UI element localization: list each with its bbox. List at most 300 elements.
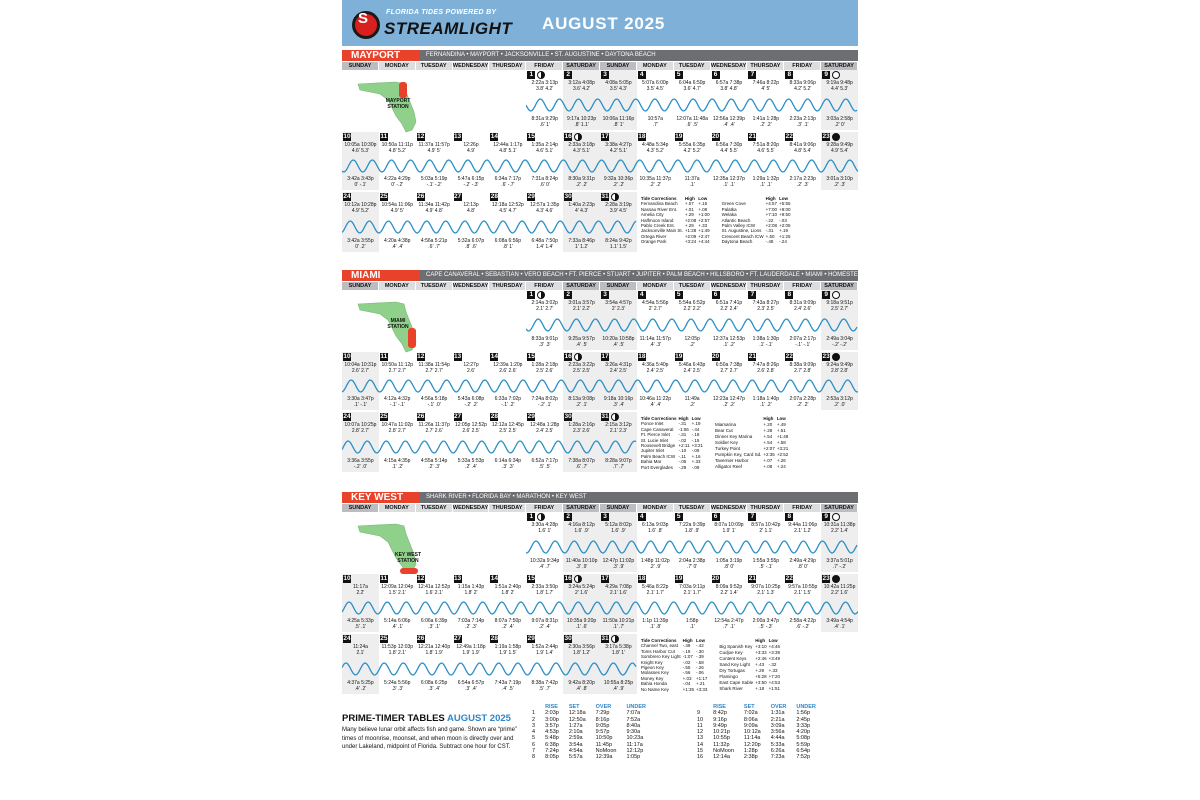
low-tide-heights: .3' .9' [612,563,625,570]
high-tide-heights: 3.6' 4.2' [572,85,591,92]
correction-row: Molasses Key -.56 -.06 [640,670,704,676]
low-tide-heights: .2' .4' [502,623,514,630]
correction-row: Soldier Key +.54 +.58 [714,440,786,446]
corrections-table: High Low Big Spanish Key +3:10 +4:46 Cudjoe Key +3:33 +3:39 Content Keys +2:46 +3:49 Sand Key Light +.43 -.32 Dry Tortugas +.29 +.33 Flamingo +5:28 +7:20 East Cape Sable +3:50 +4:53 Shark River +.18 +1:51 [719,638,780,692]
low-tide-times: 10:20a 10:58p [602,336,635,342]
day-header: THURSDAY [489,504,526,512]
day-cell [563,634,600,694]
day-number: 22 [785,353,793,360]
low-tide-times: 7:43a 7:19p [494,680,522,686]
day-header: TUESDAY [674,62,711,70]
day-cell [526,70,563,130]
day-number: 8 [785,71,793,79]
day-cell [489,574,526,632]
tide-corrections [641,416,790,470]
day-number: 11 [380,133,388,140]
day-cell [416,412,453,472]
day-number: 17 [601,353,609,360]
low-tide-heights: -.2' .1' [538,401,552,408]
low-tide-heights: .3' .4' [428,685,440,692]
corrections-table: High Low Green Cove +4:57 +5:55 Palatka +7:00 +8:00 Welaka +7:10 +9:50 Atlantic Beach -.22 -.03 Palm Valley ICW +2:08 +2:05 St. Augustine, Lions -.31 +.19 Crescent Beach ICW +.50 +1:25 Daytona Beach -.48 -.24 [721,196,791,245]
high-tide-times: 3:30a 4:28p [531,522,558,528]
correction-row: Bear Cut +.28 +.51 [714,428,786,434]
low-tide-times: 5:43a 6:08p [457,396,485,402]
day-number: 17 [601,575,609,582]
high-tide-heights: 1.8' 1.9' [425,649,443,656]
high-tide-times: 6:50a 7:38p [715,362,743,368]
low-tide-heights: .2' .2' [649,181,662,188]
low-tide-times: 1:29a 1:32p [752,176,780,182]
day-cell [747,70,784,130]
high-tide-times: 11:34a 11:42p [418,202,450,208]
low-tide-times: 2:17a 2:23p [789,176,816,182]
high-tide-times: 8:57a 10:42p [751,522,781,528]
low-tide-times: 8:24a 9:42p [605,238,632,244]
day-number: 5 [675,291,683,299]
moon-half-icon [574,353,582,361]
low-tide-times: 4:20a 4:38p [384,238,411,244]
high-tide-times: 4:29a 7:08p [605,584,632,590]
day-number: 11 [380,575,388,582]
high-tide-times: 5:46a 6:43p [678,362,706,368]
day-cell [416,574,453,632]
high-tide-heights: 4.9' 5.2' [351,207,370,214]
correction-row: Port Everglades -.29 -.09 [640,464,700,470]
high-tide-times: 2:28a 3:19p [605,202,632,208]
high-tide-times: 2:23a 3:22p [568,362,595,368]
day-header: TUESDAY [674,504,711,512]
day-cell [453,192,490,252]
high-tide-times: 1:15a 1:43p [457,584,485,590]
correction-row: Palm Valley ICW +2:08 +2:05 [721,223,791,229]
high-tide-heights: 3.8' 4.8' [720,85,738,92]
low-tide-heights: .8' .6' [465,243,477,250]
high-tide-times: 12:13p [463,202,479,208]
high-tide-times: 10:12a 10:28p [344,202,377,208]
correction-row: Sand Key Light +.43 -.32 [719,662,777,668]
low-tide-times: 10:35a 11:37p [639,176,672,182]
correction-row: Dinner Key Marina +.54 +1:48 [714,434,789,440]
low-tide-heights: 1' 1.2' [575,243,589,250]
low-tide-times: 1:55a 3:55p [752,558,780,564]
low-tide-heights: .8' 1' [502,243,513,250]
day-number: 23 [822,133,830,140]
day-header: SUNDAY [342,504,379,512]
day-number: 1 [527,513,535,521]
low-tide-heights: .2' .2' [723,401,735,408]
low-tide-heights: .4' .4' [723,121,735,128]
high-tide-times: 10:07a 10:25p [344,422,377,428]
day-number: 19 [675,133,683,140]
day-number: 16 [564,133,572,140]
high-tide-times: 11:37a 11:57p [418,142,450,148]
high-tide-times: 3:54a 4:57p [605,300,632,306]
low-tide-heights: .3' .4' [465,685,477,692]
day-number: 2 [564,513,572,521]
high-tide-heights: 1.8' 1.2' [572,649,591,656]
day-cell [563,412,600,472]
day-cell [453,574,490,632]
high-tide-heights: 2.1' 2.7' [536,305,554,312]
high-tide-times: 9:24a 9:49p [826,362,853,368]
low-tide-heights: .2' .2' [575,181,588,188]
day-number: 3 [601,513,609,521]
low-tide-heights: .6' 0' [539,181,550,188]
correction-row: Tavernier Harbor +.07 +.26 [714,458,786,464]
high-tide-times: 9:19a 9:48p [826,80,853,86]
low-tide-heights: .4' .2' [354,685,367,692]
day-cell [379,574,416,632]
day-number: 18 [638,575,646,582]
day-header: SUNDAY [600,504,637,512]
day-cell [711,290,748,350]
low-tide-times: 1:38a 1:30p [752,336,780,342]
day-number: 23 [822,575,830,582]
low-tide-times: 3:01a 3:10p [826,176,853,182]
day-number: 27 [453,193,462,200]
streamlight-logo: S FLORIDA TIDES POWERED BY STREAMLIGHT [352,8,502,40]
day-number: 4 [638,291,646,299]
high-tide-times: 3:24a 5:24p [568,584,595,590]
correction-row: St. Lucie Inlet -.02 -.15 [640,437,700,443]
high-tide-heights: 4.4' 5.5' [720,147,738,154]
high-tide-times: 6:51a 7:41p [715,300,743,306]
correction-row: Channel Two, east -.49 -.42 [640,643,704,649]
low-tide-heights: .1' .2' [723,341,735,348]
high-tide-heights: 4.2' 5.1' [609,147,628,154]
day-number: 19 [675,575,683,582]
low-tide-heights: 0' .2' [355,243,366,250]
high-tide-heights: 2.1' 2.2' [572,305,591,312]
day-header: WEDNESDAY [452,505,489,511]
low-tide-times: 7:24a 8:02p [531,396,558,402]
high-tide-times: 12:05p 12:52p [454,422,487,428]
day-number: 9 [822,71,830,79]
day-header: FRIDAY [526,504,563,512]
low-tide-heights: .6' 1' [539,121,550,128]
low-tide-heights: .7' .7' [612,463,625,470]
high-tide-times: 3:38a 4:27p [605,142,632,148]
day-cell [711,70,748,130]
day-cell [600,192,637,252]
day-number: 12 [417,575,425,582]
low-tide-heights: .2' .0' [833,401,846,408]
correction-row: Amelia City +.29 +1:00 [640,212,710,218]
low-tide-heights: .4' .5' [575,341,588,348]
high-tide-times: 12:21a 12:40p [418,644,451,650]
low-tide-heights: .2' .2' [760,121,772,128]
day-cell [637,70,674,130]
moon-new-icon [832,133,840,141]
low-tide-times: 9:25a 9:57p [568,336,595,342]
day-cell [563,352,600,410]
day-header: TUESDAY [416,504,453,512]
high-tide-heights: 2.6' 2.6' [499,367,517,374]
day-cell [379,412,416,472]
high-tide-times: 9:57a 10:55p [788,584,818,590]
moon-full-icon [832,71,840,79]
high-tide-times: 11:53p 12:03p [381,644,414,650]
low-tide-times: 9:42a 8:20p [568,680,595,686]
day-header: TUESDAY [416,62,453,70]
day-number: 2 [564,71,572,79]
high-tide-heights: 1.8' 1' [611,649,625,656]
day-number: 13 [453,353,462,360]
day-number: 20 [711,353,720,360]
day-cell [489,132,526,190]
high-tide-heights: 1.8' .9' [684,527,700,534]
high-tide-times: 11:38a 11:54p [418,362,450,368]
high-tide-heights: 1.6' .9' [574,527,589,534]
day-number: 25 [380,635,388,642]
day-number: 18 [638,133,646,140]
low-tide-heights: .3' .1' [796,121,809,128]
day-cell [489,192,526,252]
low-tide-times: 10:32a 9:34p [530,558,560,564]
day-cell [637,574,674,632]
low-tide-heights: .1' [689,181,695,188]
day-number: 6 [712,71,720,79]
low-tide-heights: .2' .4' [465,463,477,470]
high-tide-times: 7:43a 8:27p [752,300,780,306]
low-tide-heights: -.2' -.3' [463,181,479,188]
high-tide-heights: 4.9' 5.4' [830,147,849,154]
day-cell [526,290,563,350]
high-tide-heights: 2.4' 2.5' [683,367,701,374]
month-title: AUGUST 2025 [542,14,666,33]
day-header: MONDAY [637,62,674,70]
day-cell [563,132,600,190]
correction-row: Cape Canaveral -1:06 -.44 [640,426,700,432]
correction-row: East Cape Sable +3:50 +4:53 [719,680,780,686]
low-tide-heights: .6' -.7' [501,181,515,188]
prime-timer-row: 6 6:38p 3:54a 11:45p 11:17a [532,741,643,748]
moon-half-icon [537,291,545,299]
day-header: MONDAY [637,504,674,512]
correction-row: Atlantic Beach -.22 -.03 [721,217,787,223]
day-number: 6 [712,513,720,521]
day-number: 24 [343,413,351,420]
day-cell [711,512,748,572]
day-number: 27 [453,635,462,642]
high-tide-times: 6:04a 6:50p [678,80,706,86]
low-tide-times: 12:05p [684,336,700,342]
header [342,0,858,46]
high-tide-heights: 1.5' 2.1' [388,589,406,596]
low-tide-heights: .2' .9' [649,563,662,570]
prime-timer-row: 10 9:16p 8:06a 2:21a 2:45p [697,716,811,723]
day-cell [637,290,674,350]
moon-half-icon [611,413,619,421]
moon-half-icon [611,635,619,643]
low-tide-heights: .2' .3' [833,181,846,188]
high-tide-heights: 2.3' 2.5' [757,305,775,312]
high-tide-heights: 2.1' 1.3' [757,589,775,596]
correction-row: Jacksonville Main St. +1:28 +1:49 [640,228,710,234]
low-tide-times: 5:47a 6:15p [457,176,485,182]
correction-row: Palatka +7:00 +8:00 [721,206,791,212]
low-tide-times: 6:54a 6:57p [457,680,485,686]
low-tide-times: 2:00a 3:47p [752,618,780,624]
section-locations: SHARK RIVER • FLORIDA BAY • MARATHON • KEY WEST [426,494,587,500]
day-header: FRIDAY [784,62,821,70]
low-tide-times: 4:55a 5:14p [420,458,448,464]
high-tide-heights: 2.5' 2.7' [830,305,849,312]
low-tide-times: 1:48p 11:02p [640,558,670,564]
low-tide-heights: .8' 0' [723,563,735,570]
low-tide-times: 12:56a 12:39p [712,116,745,122]
low-tide-times: 4:12a 4:32p [384,396,411,402]
correction-row: Nassau River Ent. +.01 +.08 [640,206,708,212]
day-number: 30 [564,413,572,420]
low-tide-heights: .5' .7' [538,685,551,692]
high-tide-heights: 1.6' .9' [611,527,626,534]
correction-row: Fernandina Beach +.07 +.15 [640,201,708,207]
high-tide-times: 12:49a 1:18p [456,644,486,650]
station-label: KEY WEST STATION [394,552,422,564]
high-tide-heights: 2.7' 2.7' [425,367,443,374]
day-cell [747,352,784,410]
section-key-west [342,492,858,702]
low-tide-times: 8:31a 9:29p [531,116,558,122]
high-tide-heights: 4' 5' [761,85,771,92]
day-header: WEDNESDAY [452,283,489,289]
high-tide-heights: 2.5' 2.5' [499,427,517,434]
high-tide-times: 9:44a 11:06p [788,522,818,528]
high-tide-heights: 4.8' 5.2' [388,147,406,154]
day-number: 3 [601,291,609,299]
low-tide-times: 8:38a 7:42p [531,680,558,686]
low-tide-heights: 1.4' 1.4' [536,243,554,250]
moon-half-icon [574,575,582,583]
day-cell [784,574,821,632]
low-tide-heights: .2' .2' [612,181,625,188]
correction-row: Welaka +7:10 +9:50 [721,212,791,218]
low-tide-heights: -.1' -.1' [795,341,811,348]
day-number: 5 [675,513,683,521]
low-tide-times: 9:07a 8:31p [531,618,558,624]
correction-row: Bahia Mar -.05 +.33 [640,459,701,465]
day-number: 28 [490,635,499,642]
day-number: 22 [785,133,793,140]
day-number: 31 [601,413,609,420]
high-tide-times: 4:08a 5:05p [605,80,632,86]
low-tide-heights: -.1' .0' [427,401,441,408]
high-tide-times: 10:54a 11:06p [381,202,414,208]
high-tide-heights: 4.9' 5' [390,207,404,214]
prime-timer-row: 4 4:53p 2:10a 9:57p 9:30a [532,729,641,736]
low-tide-times: 2:07a 2:17p [789,336,816,342]
high-tide-heights: 1.9' 1.9' [462,649,480,656]
high-tide-times: 10:04a 10:31p [344,362,377,368]
low-tide-times: 4:56a 5:18p [420,396,448,402]
day-number: 10 [343,575,351,582]
high-tide-heights: 2.8' 2.8' [830,367,849,374]
correction-row: Big Spanish Key +3:10 +4:46 [719,644,780,650]
high-tide-times: 2:22a 3:13p [531,80,558,86]
low-tide-heights: .2' .3' [796,181,809,188]
low-tide-heights: .8' 0' [797,563,808,570]
high-tide-times: 10:42a 11:25p [823,584,856,590]
high-tide-times: 5:07a 6:00p [642,80,669,86]
brand-name: STREAMLIGHT [384,19,513,38]
day-number: 27 [453,413,462,420]
high-tide-heights: 2.6' [467,367,475,374]
day-number: 17 [601,133,609,140]
high-tide-heights: 4.3' 5.2' [646,147,664,154]
day-cell [674,70,711,130]
day-cell [784,512,821,572]
correction-row: Toms Harbor Cut -.19 -.30 [640,648,704,654]
low-tide-times: 10:46a 11:22p [639,396,672,402]
day-header: TUESDAY [416,282,453,290]
correction-row: Ponce Inlet -.31 +.19 [640,421,701,427]
day-cell [674,574,711,632]
day-cell [674,512,711,572]
high-tide-times: 10:50a 11:12p [381,362,414,368]
day-header: SUNDAY [342,282,379,290]
day-cell [600,290,637,350]
low-tide-heights: .2' .3' [428,463,440,470]
correction-row: Content Keys +2:46 +3:49 [719,656,780,662]
day-cell [379,634,416,694]
high-tide-heights: 2.1' [356,649,365,656]
day-header: WEDNESDAY [710,505,747,511]
low-tide-heights: .1' .7' [612,623,625,630]
low-tide-times: 11:37a [684,176,700,182]
high-tide-times: 9:07a 10:25p [751,584,781,590]
tide-week-row [342,352,858,410]
high-tide-times: 8:07a 10:09p [714,522,744,528]
low-tide-times: 1:41a 1:28p [752,116,780,122]
high-tide-times: 12:18a 12:52p [491,202,524,208]
low-tide-heights: -.2' -.2' [832,341,848,348]
correction-row: Roosevelt Bridge +2:11 +3:21 [640,443,703,449]
high-tide-times: 12:48a 1:28p [530,422,560,428]
high-tide-heights: 2.7' 2.7' [720,367,738,374]
day-header: WEDNESDAY [710,63,747,69]
low-tide-heights: .4' .5' [502,685,514,692]
day-cell [600,352,637,410]
day-header: MONDAY [379,282,416,290]
low-tide-times: 10:57a [647,116,663,122]
low-tide-heights: .3' .4' [612,401,625,408]
tide-corrections [641,196,793,245]
day-number: 14 [490,133,499,140]
high-tide-times: 4:16a 8:12p [568,522,595,528]
low-tide-times: 5:14a 6:06p [384,618,411,624]
prime-timer-row: 15 NoMoon 1:28p 6:26a 6:54p [697,748,811,755]
day-number: 1 [527,291,535,299]
low-tide-times: 3:37a 5:01p [826,558,853,564]
high-tide-times: 3:01a 3:57p [568,300,595,306]
day-cell [563,512,600,572]
day-header: SATURDAY [563,62,600,70]
low-tide-heights: .1' -.1' [759,341,773,348]
day-header: SUNDAY [600,282,637,290]
correction-row: Pigeon Key -.55 -.26 [640,665,704,671]
day-cell [637,512,674,572]
day-number: 12 [417,133,425,140]
high-tide-heights: 4.8' [467,207,475,214]
low-tide-times: 11:14a 11:57p [639,336,671,342]
low-tide-heights: -.2' .0' [353,463,368,470]
low-tide-times: 11:50a 10:21p [602,618,635,624]
day-number: 6 [712,291,720,299]
day-cell [416,352,453,410]
day-number: 10 [343,133,351,140]
prime-timer-table-right: RISE SET OVER UNDER 9 8:42p 7:02a 1:31a 1:56p 10 9:16p 8:06a 2:21a 2:45p 11 9:49p 9:09a 3:09a 3:33p 12 10:21p 10:12a 3:56a 4:20p 13 10:55p 11:14a 4:44a 5:08p 14 11:32p 12:20p 5:33a 5:59p 15 NoMoon 1:28p 6:26a 6:54p 16 12:14a 2:38p 7:23a 7:52p [697,704,826,761]
